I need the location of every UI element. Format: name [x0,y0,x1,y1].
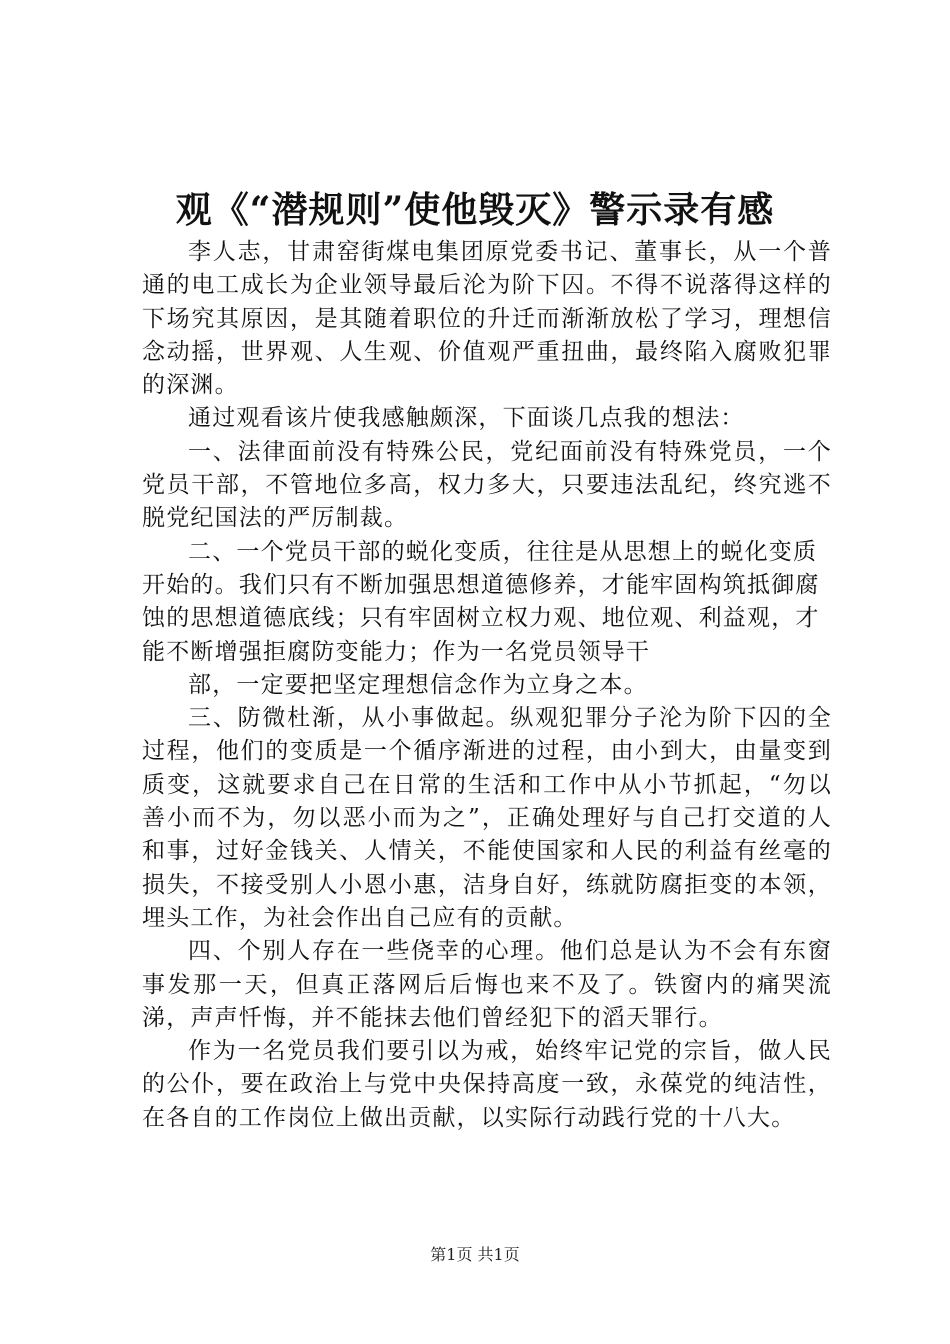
paragraph-point-two: 二、一个党员干部的蜕化变质，往往是从思想上的蜕化变质开始的。我们只有不断加强思想道德修养，才能牢固构筑抵御腐蚀的思想道德底线；只有牢固树立权力观、地位观、利益观，才能不断增强拒腐防变能力；作为一名党员领导干 [142,538,820,665]
paragraph-conclusion: 作为一名党员我们要引以为戒，始终牢记党的宗旨，做人民的公仆，要在政治上与党中央保持高度一致，永葆党的纯洁性，在各自的工作岗位上做出贡献，以实际行动践行党的十八大。 [142,1038,832,1131]
paragraph-point-three: 三、防微杜渐，从小事做起。纵观犯罪分子沦为阶下囚的全过程，他们的变质是一个循序渐进的过程，由小到大，由量变到质变，这就要求自己在日常的生活和工作中从小节抓起，“勿以善小而不为，勿以恶小而为之”，正确处理好与自己打交道的人和事，过好金钱关、人情关，不能使国家和人民的利益有丝毫的损失，不接受别人小恩小惠，洁身自好，练就防腐拒变的本领，埋头工作，为社会作出自己应有的贡献。 [142,705,832,931]
paragraph-point-one: 一、法律面前没有特殊公民，党纪面前没有特殊党员，一个党员干部，不管地位多高，权力多大，只要违法乱纪，终究逃不脱党纪国法的严厉制裁。 [142,438,832,532]
page-footer: 第1页 共1页 [430,1245,520,1264]
document-body [142,236,832,1135]
document-title: 观《“潜规则”使他毁灭》警示录有感 [175,189,775,231]
paragraph-intro: 李人志，甘肃窑街煤电集团原党委书记、董事长，从一个普通的电工成长为企业领导最后沦为阶下囚。不得不说落得这样的下场究其原因，是其随着职位的升迁而渐渐放松了学习，理想信念动摇，世界观、人生观、价值观严重扭曲，最终陷入腐败犯罪的深渊。 [142,239,832,399]
paragraph-transition: 通过观看该片使我感触颇深，下面谈几点我的想法： [188,405,745,432]
paragraph-point-four: 四、个别人存在一些侥幸的心理。他们总是认为不会有东窗事发那一天，但真正落网后后悔也来不及了。铁窗内的痛哭流涕，声声忏悔，并不能抹去他们曾经犯下的滔天罪行。 [142,938,832,1031]
paragraph-point-two-continued: 部，一定要把坚定理想信念作为立身之本。 [188,671,648,698]
